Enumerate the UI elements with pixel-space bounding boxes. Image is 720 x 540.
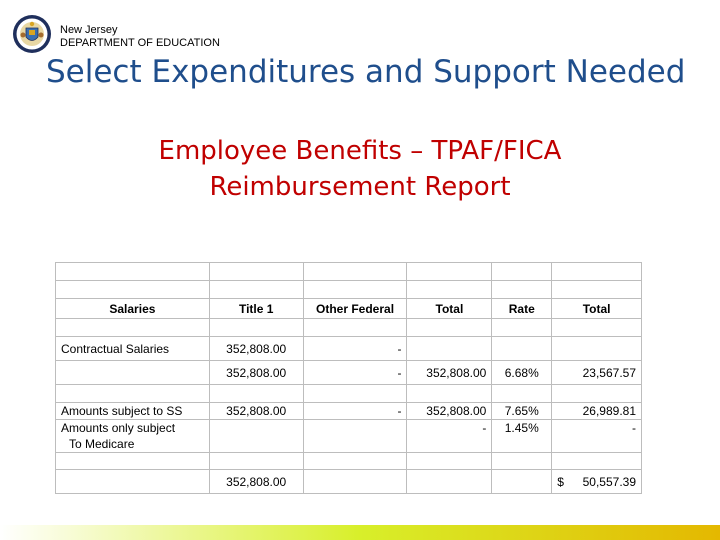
cell-total: 352,808.00 [407, 403, 492, 420]
row-label: Amounts subject to SS [56, 403, 210, 420]
cell-title-1: 352,808.00 [209, 403, 303, 420]
cell-rate [492, 337, 552, 361]
table-header-row [56, 299, 642, 319]
row-label [56, 361, 210, 385]
row-label-text: To Medicare [69, 437, 135, 451]
cell-title-1: 352,808.00 [209, 470, 303, 494]
cell-title-1: 352,808.00 [209, 361, 303, 385]
table-row-spacer [56, 263, 642, 281]
cell-grand-total: 26,989.81 [552, 403, 642, 420]
table-row-spacer [56, 281, 642, 299]
cell-grand-total: - [552, 420, 642, 437]
cell-grand-total: 23,567.57 [552, 361, 642, 385]
subtitle-line-2: Reimbursement Report [209, 172, 511, 202]
cell-other-federal: - [303, 361, 407, 385]
table-row-spacer [56, 453, 642, 470]
nj-state-seal-icon [12, 14, 52, 54]
col-header-rate: Rate [492, 299, 552, 319]
cell-grand-total [552, 470, 642, 494]
col-header-other-federal: Other Federal [303, 299, 407, 319]
cell-rate: 6.68% [492, 361, 552, 385]
table-row-medicare-continued [56, 436, 642, 453]
table-row-contractual [56, 337, 642, 361]
agency-state: New Jersey [60, 24, 118, 36]
cell-rate [492, 470, 552, 494]
cell-other-federal: - [303, 403, 407, 420]
row-label: Contractual Salaries [56, 337, 210, 361]
subtitle-line-1: Employee Benefits – TPAF/FICA [158, 136, 562, 166]
col-header-title-1: Title 1 [209, 299, 303, 319]
cell-title-1 [209, 420, 303, 437]
cell-other-federal [303, 420, 407, 437]
table-row-subtotal [56, 361, 642, 385]
cell-other-federal: - [303, 337, 407, 361]
table-row-grand-total [56, 470, 642, 494]
table-row-spacer [56, 385, 642, 403]
table-row-ss [56, 403, 642, 420]
row-label [56, 470, 210, 494]
cell-total [407, 337, 492, 361]
cell-rate: 1.45% [492, 420, 552, 437]
cell-other-federal [303, 470, 407, 494]
agency-department: DEPARTMENT OF EDUCATION [60, 37, 220, 49]
col-header-total: Total [407, 299, 492, 319]
footer-accent-bar [0, 525, 720, 540]
col-header-grand-total: Total [552, 299, 642, 319]
reimbursement-report-table [55, 262, 642, 494]
cell-total: 352,808.00 [407, 361, 492, 385]
row-label [56, 436, 210, 453]
table-row-spacer [56, 319, 642, 337]
slide-subtitle [80, 133, 640, 205]
row-label: Amounts only subject [56, 420, 210, 437]
col-header-salaries: Salaries [56, 299, 210, 319]
cell-grand-total [552, 337, 642, 361]
cell-rate: 7.65% [492, 403, 552, 420]
grand-total-value: 50,557.39 [582, 474, 636, 489]
currency-symbol: $ [557, 474, 564, 489]
cell-title-1: 352,808.00 [209, 337, 303, 361]
table-row-medicare [56, 420, 642, 437]
slide-title: Select Expenditures and Support Needed [46, 54, 686, 90]
cell-total [407, 470, 492, 494]
agency-name [60, 24, 220, 50]
cell-total: - [407, 420, 492, 437]
